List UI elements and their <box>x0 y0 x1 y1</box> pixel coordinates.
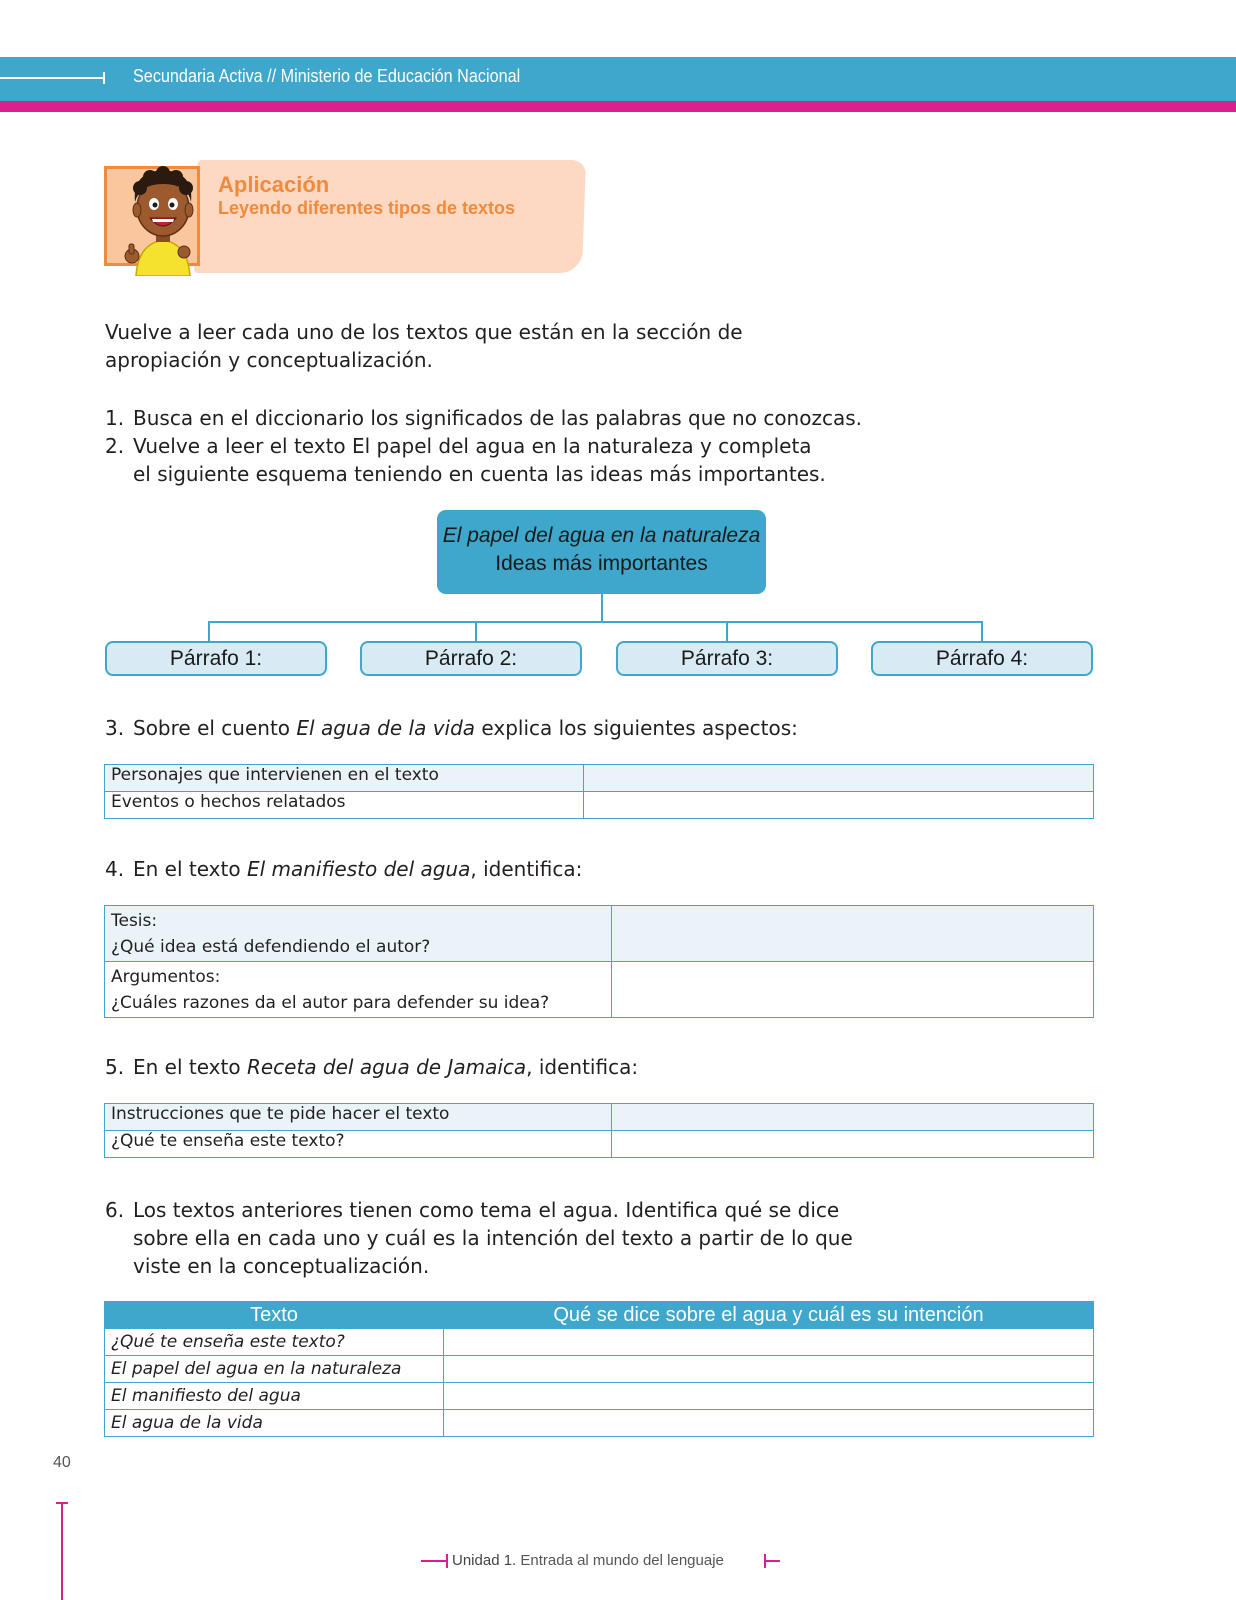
text-title: Receta del agua de Jamaica <box>246 1055 527 1079</box>
question-4 <box>105 855 875 883</box>
section-title: Aplicación <box>218 172 330 197</box>
row-heading: Argumentos: <box>111 967 221 987</box>
footer-unit <box>452 1552 724 1569</box>
section-subtitle: Leyendo diferentes tipos de textos <box>218 198 516 218</box>
question-text: , identifica: <box>526 1055 639 1079</box>
question-number: 6. <box>105 1198 125 1222</box>
page-number: 40 <box>53 1454 71 1471</box>
question-text: Sobre el cuento <box>133 716 297 740</box>
header-rule-tick <box>103 72 105 84</box>
question-text: En el texto <box>133 1055 247 1079</box>
question-2 <box>105 432 895 488</box>
intro-paragraph: Vuelve a leer cada uno de los textos que están en la sección de apropiación y conceptualización. <box>105 320 743 372</box>
answer-cell[interactable] <box>612 1104 1094 1131</box>
question-1 <box>105 404 875 432</box>
answer-cell[interactable] <box>444 1356 1094 1383</box>
row-text-title: El papel del agua en la naturaleza <box>105 1356 444 1383</box>
question-number: 2. <box>105 434 125 458</box>
paragraph-box-2: Párrafo 2: <box>360 641 582 676</box>
diagram-title: El papel del agua en la naturaleza <box>442 524 761 547</box>
question-number: 5. <box>105 1055 125 1079</box>
column-header: Qué se dice sobre el agua y cuál es su intención <box>444 1302 1094 1329</box>
unit-title: Entrada al mundo del lenguaje <box>516 1552 724 1569</box>
row-question: ¿Cuáles razones da el autor para defender su idea? <box>111 993 550 1013</box>
paragraph-box-4: Párrafo 4: <box>871 641 1093 676</box>
diagram-connector-drop <box>208 621 210 641</box>
row-text-title: El manifiesto del agua <box>105 1383 444 1410</box>
answer-cell[interactable] <box>584 765 1094 792</box>
header-title: Secundaria Activa // Ministerio de Educación Nacional <box>133 66 521 86</box>
table-cell-label: Eventos o hechos relatados <box>105 792 584 819</box>
row-text-title: ¿Qué te enseña este texto? <box>105 1329 444 1356</box>
footer-rule-tick <box>446 1554 448 1568</box>
answer-cell[interactable] <box>612 906 1094 962</box>
question-text: Los textos anteriores tienen como tema el agua. Identifica qué se dice sobre ella en cada uno y cuál es la intención del texto a partir de lo que viste en la conceptualización. <box>133 1198 853 1278</box>
mascot-boy-illustration <box>118 158 208 276</box>
question-text: En el texto <box>133 857 247 881</box>
story-title: El agua de la vida <box>296 716 476 740</box>
paragraph-box-3: Párrafo 3: <box>616 641 838 676</box>
table-cell-label <box>105 962 612 1018</box>
header-rule <box>0 77 104 79</box>
table-manifiesto <box>104 905 1094 1018</box>
diagram-subtitle: Ideas más importantes <box>495 552 708 575</box>
answer-cell[interactable] <box>444 1329 1094 1356</box>
question-number: 1. <box>105 406 125 430</box>
unit-label: Unidad 1. <box>452 1552 517 1569</box>
answer-cell[interactable] <box>612 1131 1094 1158</box>
table-receta <box>104 1103 1094 1158</box>
header-accent-stripe <box>0 101 1236 112</box>
row-text-title: El agua de la vida <box>105 1410 444 1437</box>
question-text: Vuelve a leer el texto El papel del agua en la naturaleza y completa el siguiente esquema teniendo en cuenta las ideas más importantes. <box>133 434 826 486</box>
question-text: Busca en el diccionario los significados de las palabras que no conozcas. <box>133 406 862 430</box>
table-texts-water <box>104 1301 1094 1437</box>
diagram-connector-bar <box>208 621 983 623</box>
question-5 <box>105 1053 875 1081</box>
diagram-connector-drop <box>981 621 983 641</box>
footer-rule-left <box>421 1560 447 1562</box>
diagram-connector-drop <box>475 621 477 641</box>
paragraph-box-1: Párrafo 1: <box>105 641 327 676</box>
question-number: 3. <box>105 716 125 740</box>
question-number: 4. <box>105 857 125 881</box>
question-text: explica los siguientes aspectos: <box>475 716 798 740</box>
table-cell-label: Instrucciones que te pide hacer el texto <box>105 1104 612 1131</box>
table-cell-label <box>105 906 612 962</box>
row-question: ¿Qué idea está defendiendo el autor? <box>111 937 431 957</box>
table-cell-label: Personajes que intervienen en el texto <box>105 765 584 792</box>
question-text: , identifica: <box>470 857 583 881</box>
answer-cell[interactable] <box>584 792 1094 819</box>
question-3 <box>105 714 875 742</box>
answer-cell[interactable] <box>444 1383 1094 1410</box>
diagram-connector-drop <box>726 621 728 641</box>
table-story-aspects <box>104 764 1094 819</box>
text-title: El manifiesto del agua <box>246 857 471 881</box>
question-6 <box>105 1196 895 1280</box>
footer-rule-right <box>764 1560 780 1562</box>
diagram-connector-stem <box>601 594 603 622</box>
answer-cell[interactable] <box>612 962 1094 1018</box>
table-cell-label: ¿Qué te enseña este texto? <box>105 1131 612 1158</box>
row-heading: Tesis: <box>111 911 158 931</box>
column-header: Texto <box>105 1302 444 1329</box>
answer-cell[interactable] <box>444 1410 1094 1437</box>
footer-margin-rule <box>61 1502 63 1600</box>
